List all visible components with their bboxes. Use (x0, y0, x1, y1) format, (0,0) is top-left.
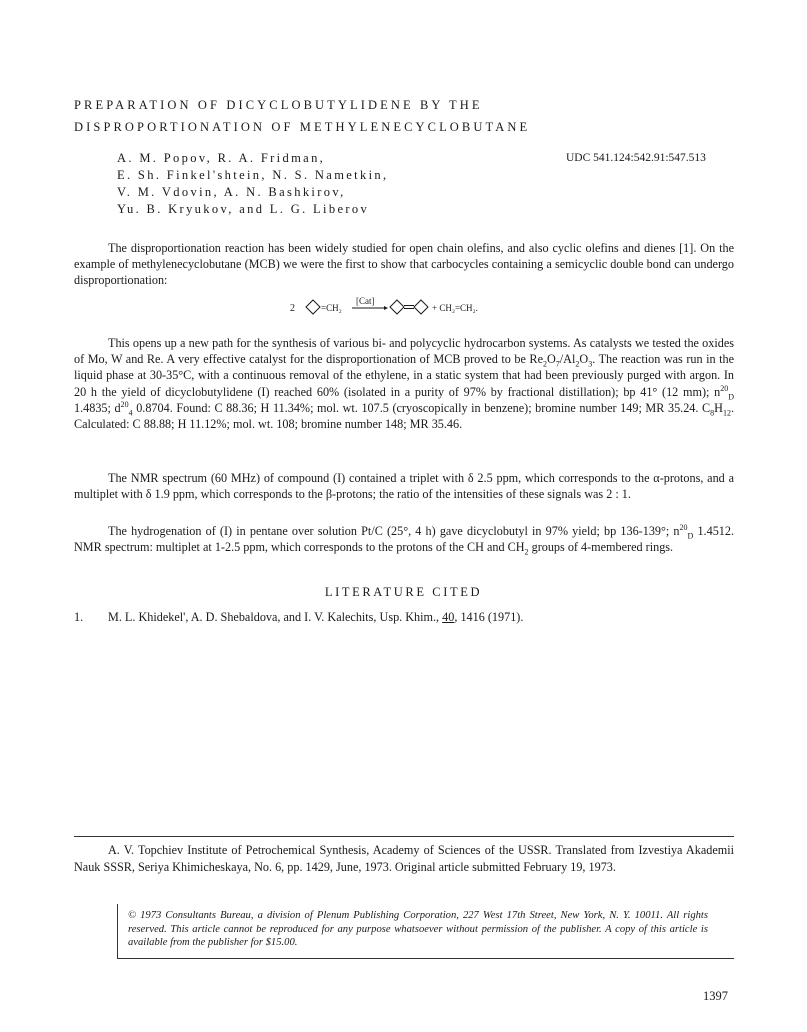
footnote-divider (74, 836, 734, 837)
page-number: 1397 (703, 989, 728, 1003)
udc-code: UDC 541.124:542.91:547.513 (566, 152, 706, 164)
arrow-head-icon (384, 306, 388, 310)
cyclobutane-ring-icon (306, 300, 320, 314)
paragraph-2-part-c: 1.4835; d (74, 400, 121, 415)
paragraph-2-part-b: The reaction was run in the liquid phase at 30-35°C, with a continuous removal of the ethylene, in a static system that had been previously purged with argon. In 20 h the yield of dicyclobutylidene (I) reached 60% (isolated in a purity of 97% by fractional distillation); bp 41° (12 mm); n (74, 352, 735, 399)
reference-number: 1. (74, 610, 84, 624)
footnote-text: A. V. Topchiev Institute of Petrochemical Synthesis, Academy of Sciences of the USSR. Translated from Izvestiya Akademii Nauk SSSR, Seriya Khimicheskaya, No. 6, pp. 1429, June, 1973. Original article submitted February 19, 1973. (74, 843, 734, 874)
equation-coefficient: 2 (290, 303, 295, 314)
title-line-2: DISPROPORTIONATION OF METHYLENECYCLOBUTANE (74, 120, 531, 134)
paragraph-4-part-c: groups of 4-membered rings. (531, 540, 674, 555)
title-line-1: PREPARATION OF DICYCLOBUTYLIDENE BY THE (74, 98, 483, 112)
reference-rest: , 1416 (1971). (454, 610, 524, 624)
author-line-1: A. M. Popov, R. A. Fridman, (117, 151, 326, 165)
cyclobutane-ring-icon-3 (414, 300, 428, 314)
author-list (117, 150, 517, 218)
equation-product-extra: + CH₂=CH₂. (432, 303, 478, 313)
paragraph-4-part-b: 1.4512. NMR spectrum: multiplet at 1-2.5 ppm, which corresponds to the protons of the CH and CH (74, 524, 735, 555)
paragraph-3: The NMR spectrum (60 MHz) of compound (I) contained a triplet with δ 2.5 ppm, which corresponds to the α-protons, and a multiplet with δ 1.9 ppm, which corresponds to the β-protons; the ratio of the intensities of these signals was 2 : 1. (74, 471, 734, 502)
equation-catalyst: [Cat] (356, 296, 375, 306)
nmr-paragraph (74, 470, 734, 502)
author-line-2: E. Sh. Finkel'shtein, N. S. Nametkin, (117, 168, 389, 182)
hydrogenation-paragraph (74, 523, 734, 555)
copyright-box (117, 904, 734, 959)
paragraph-4: The hydrogenation of (I) in pentane over solution Pt/C (25°, 4 h) gave dicyclobutyl in 97% yield; bp 136-139°; $n^{20}_D$ 1.4512. NMR spectrum: multiplet at 1-2.5 ppm, which corresponds to the protons of the CH and $CH_2$ groups of 4-membered rings. (74, 522, 735, 557)
cyclobutane-ring-icon-2 (390, 300, 404, 314)
paragraph-2-part-a: This opens up a new path for the synthesis of various bi- and polycyclic hydrocarbon systems. As catalysts we tested the oxides of Mo, W and Re. A very effective catalyst for the disproportionation of MCB proved to be Re (74, 336, 734, 367)
reference-authors: M. L. Khidekel', A. D. Shebaldova, and I. V. Kalechits, Usp. Khim., (108, 610, 443, 624)
author-line-3: V. M. Vdovin, A. N. Bashkirov, (117, 185, 346, 199)
article-title (74, 94, 734, 138)
paragraph-2-part-e: . Calculated: C 88.88; H 11.12%; mol. wt. 108; bromine number 148; MR 35.46. (74, 400, 735, 432)
author-line-4: Yu. B. Kryukov, and L. G. Liberov (117, 202, 370, 216)
reaction-equation (290, 296, 550, 318)
paragraph-1: The disproportionation reaction has been widely studied for open chain olefins, and also cyclic olefins and dienes [1]. On the example of methylenecyclobutane (MCB) we were the first to show that carbocycles containing a semicyclic double bond can undergo disproportionation: (74, 241, 734, 288)
reference-item (74, 609, 734, 625)
literature-heading: LITERATURE CITED (324, 585, 483, 599)
paragraph-2: This opens up a new path for the synthesis of various bi- and polycyclic hydrocarbon systems. As catalysts we tested the oxides of Mo, W and Re. A very effective catalyst for the disproportionation of MCB proved to be $Re_2O_7/Al_2O_3$. The reaction was run in the liquid phase at 30-35°C, with a continuous removal of the ethylene, in a static system that had been previously purged with argon. In 20 h the yield of dicyclobutylidene (I) reached 60% (isolated in a purity of 97% by fractional distillation); bp 41° (12 mm); $n^{20}_D$ 1.4835; $d^{20}_4$ 0.8704. Found: C 88.36; H 11.34%; mol. wt. 107.5 (cryoscopically in benzene); bromine number 149; MR 35.24. $C_8H_{12}$. Calculated: C 88.88; H 11.12%; mol. wt. 108; bromine number 148; MR 35.46. (74, 336, 735, 432)
footnote (74, 842, 734, 875)
intro-paragraph (74, 240, 734, 289)
equation-reactant-group: =CH₂ (321, 303, 342, 313)
paragraph-2-part-d: 0.8704. Found: C 88.36; H 11.34%; mol. wt. 107.5 (cryoscopically in benzene); bromine number 149; MR 35.24. C (136, 400, 711, 415)
copyright-text: © 1973 Consultants Bureau, a division of Plenum Publishing Corporation, 227 West 17th Street, New York, N. Y. 10011. All rights reserved. This article cannot be reproduced for any purpose whatsoever without permission of the publisher. A copy of this article is available from the publisher for $15.00. (128, 910, 708, 948)
reference-volume: 40 (442, 610, 455, 624)
paragraph-4-part-a: The hydrogenation of (I) in pentane over solution Pt/C (25°, 4 h) gave dicyclobutyl in 97% yield; bp 136-139°; n (108, 524, 680, 538)
catalyst-paragraph (74, 335, 734, 432)
